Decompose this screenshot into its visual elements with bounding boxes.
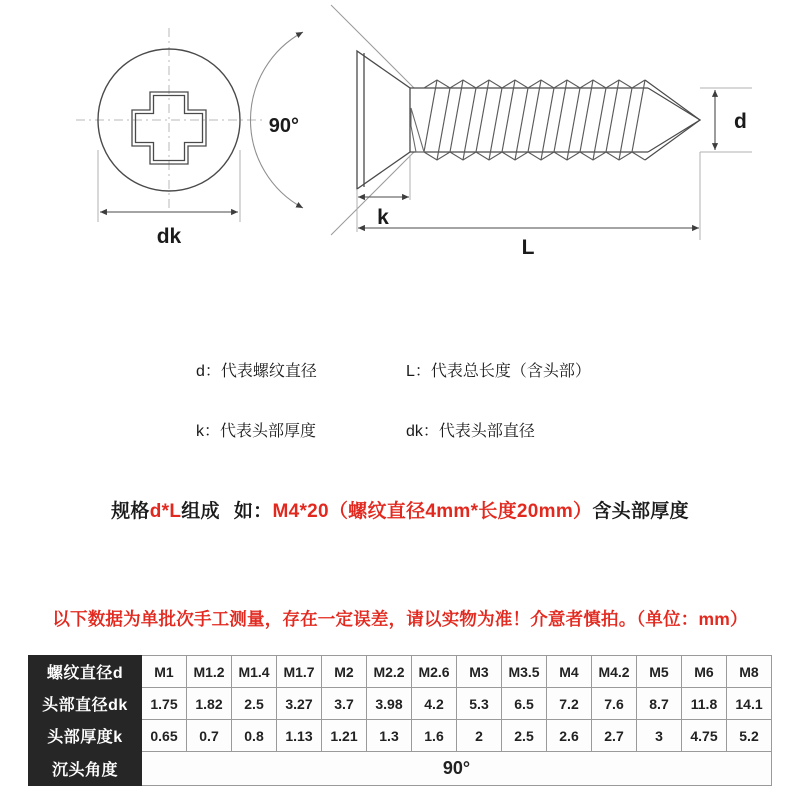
table-cell: M6 [682,656,727,688]
spec-example-note: 含头部厚度 [592,501,689,522]
L-dimension [358,152,700,259]
row-header-thread-diameter: 螺纹直径d [29,656,142,688]
screw-side-view [250,5,752,259]
table-cell: M8 [727,656,772,688]
screw-dimension-table [28,655,772,786]
legend-dk-description: dk：代表头部直径 [406,423,535,440]
legend-k-description: k：代表头部厚度 [196,423,317,440]
legend-d-description: d：代表螺纹直径 [196,363,317,380]
countersink-angle-label: 90° [268,115,299,137]
table-cell: M4.2 [592,656,637,688]
table-row-head-diameter [29,688,772,720]
legend-row-1 [0,358,800,381]
legend-spacer [0,418,196,441]
table-cell: 0.65 [142,720,187,752]
legend-spacer [0,358,196,381]
table-cell: 2.5 [232,688,277,720]
k-dimension [357,155,410,232]
thread-profile [424,80,645,160]
screw-tip [645,80,700,160]
table-cell: 8.7 [637,688,682,720]
screw-technical-drawing [0,0,800,270]
table-cell: 4.2 [412,688,457,720]
table-cell: 11.8 [682,688,727,720]
table-row-head-thickness [29,720,772,752]
table-cell: 5.3 [457,688,502,720]
countersunk-head [357,51,410,189]
table-cell: 2.5 [502,720,547,752]
table-cell: 7.2 [547,688,592,720]
spec-formula: d*L [149,501,182,522]
table-cell: 1.82 [187,688,232,720]
table-cell: M1.2 [187,656,232,688]
k-dimension-label: k [377,206,389,229]
table-cell: M1 [142,656,187,688]
table-cell: M2.2 [367,656,412,688]
head-top-view [76,28,262,248]
table-cell: M4 [547,656,592,688]
table-cell: 5.2 [727,720,772,752]
table-cell: 3.27 [277,688,322,720]
table-cell: 3 [637,720,682,752]
table-cell: M2.6 [412,656,457,688]
table-cell: M3.5 [502,656,547,688]
table-cell: 1.21 [322,720,367,752]
row-header-countersink-angle: 沉头角度 [29,752,142,786]
specification-format-line [0,496,800,523]
legend-L-description: L：代表总长度（含头部） [406,363,591,380]
d-dimension [700,88,752,152]
table-cell: M2 [322,656,367,688]
spec-example-prefix: 如： [233,501,273,522]
table-cell: M3 [457,656,502,688]
table-row-thread-diameter [29,656,772,688]
spec-example-value: M4*20（螺纹直径4mm*长度20mm） [272,501,593,522]
L-dimension-label: L [521,236,535,259]
table-cell: 4.75 [682,720,727,752]
table-cell: 1.13 [277,720,322,752]
table-cell: 3.98 [367,688,412,720]
table-cell: 6.5 [502,688,547,720]
row-header-head-thickness: 头部厚度k [29,720,142,752]
table-row-countersink-angle [29,752,772,786]
row-header-head-diameter: 头部直径dk [29,688,142,720]
table-cell: 0.7 [187,720,232,752]
countersink-angle-value: 90° [142,752,772,786]
measurement-disclaimer: 以下数据为单批次手工测量，存在一定误差，请以实物为准！介意者慎拍。（单位：mm） [52,609,748,629]
table-cell: 7.6 [592,688,637,720]
spec-suffix: 组成 [181,501,220,522]
table-cell: 0.8 [232,720,277,752]
angle-leader-lines [331,5,414,235]
table-cell: M5 [637,656,682,688]
table-cell: 1.75 [142,688,187,720]
dk-dimension-label: dk [156,225,182,248]
table-cell: 2.6 [547,720,592,752]
center-lines [76,28,262,212]
table-cell: 1.3 [367,720,412,752]
legend-row-2 [0,418,800,441]
table-cell: M1.4 [232,656,277,688]
spec-prefix: 规格 [111,501,150,522]
table-cell: M1.7 [277,656,322,688]
table-cell: 1.6 [412,720,457,752]
thread-start-detail [411,108,424,152]
d-dimension-label: d [734,110,747,133]
table-cell: 14.1 [727,688,772,720]
table-cell: 3.7 [322,688,367,720]
table-cell: 2.7 [592,720,637,752]
table-cell: 2 [457,720,502,752]
